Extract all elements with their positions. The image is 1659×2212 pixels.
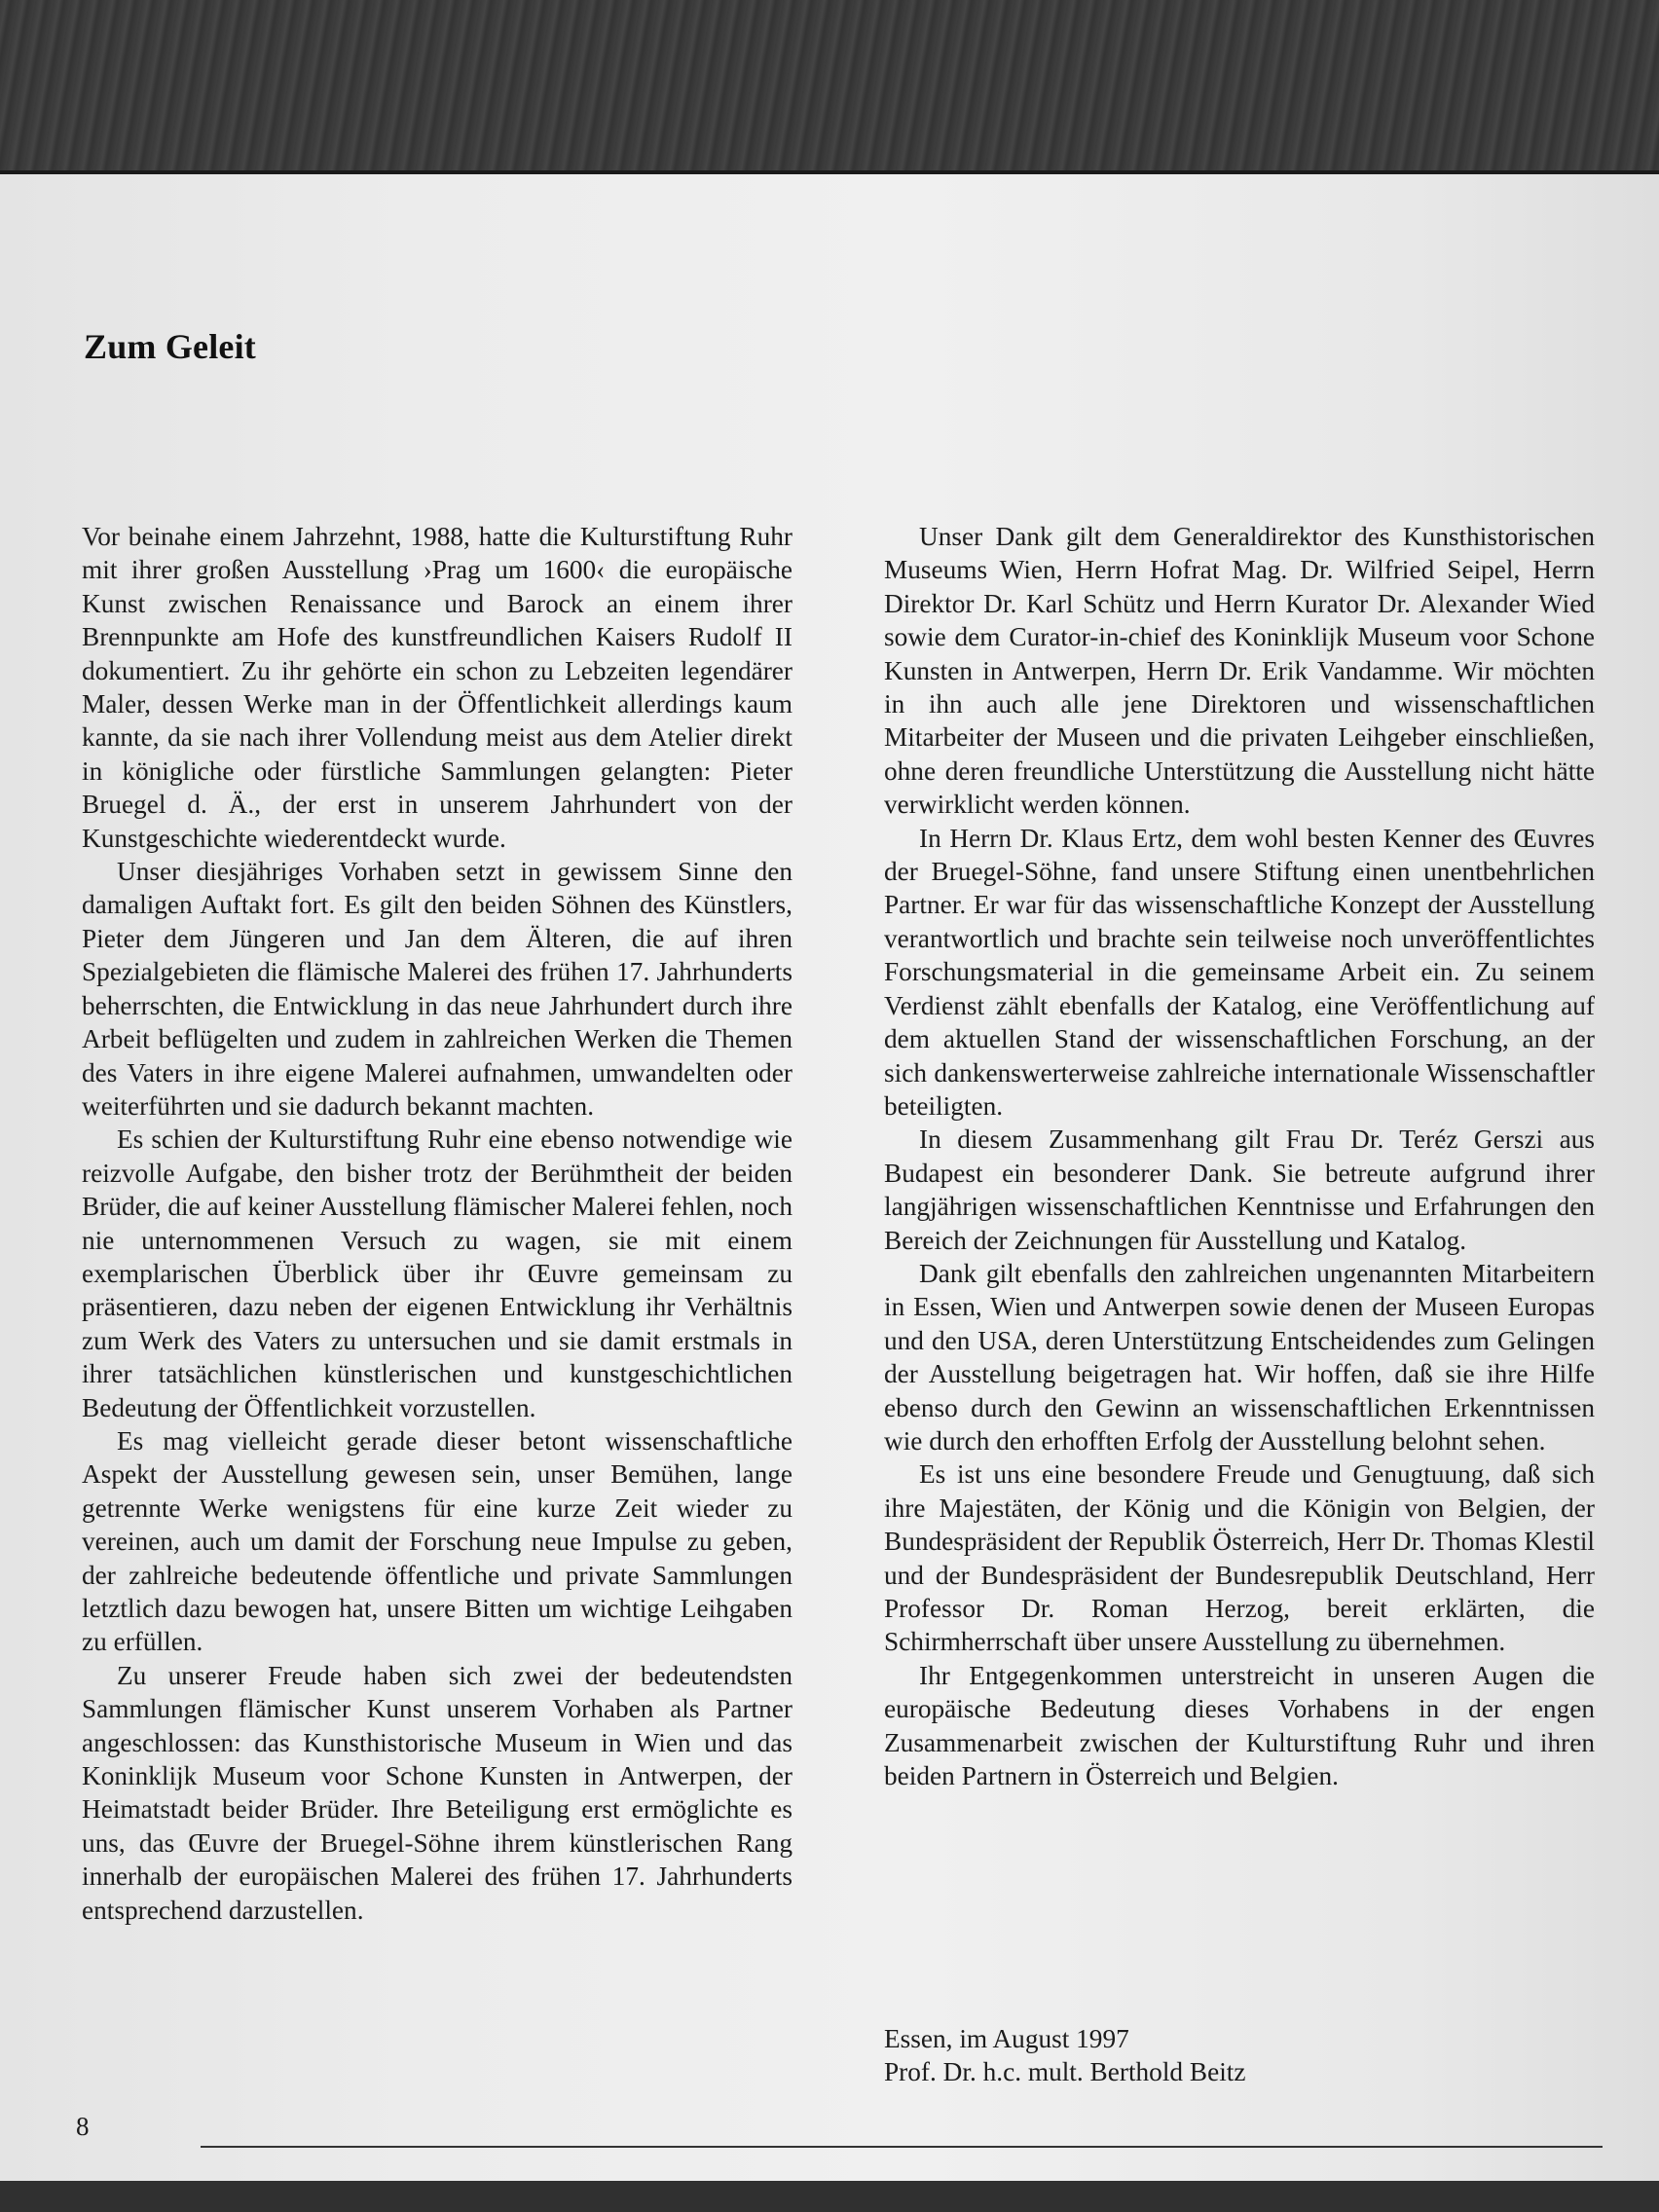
- page-title: Zum Geleit: [84, 327, 256, 366]
- signature: Prof. Dr. h.c. mult. Berthold Beitz: [884, 2057, 1246, 2087]
- place-date: Essen, im August 1997: [884, 2024, 1129, 2053]
- paragraph: Dank gilt ebenfalls den zahlreichen ungenannten Mitarbeitern in Essen, Wien und Antwerpen sowie denen der Museen Europas und den USA, deren Unterstützung Entscheidendes zum Gelingen der Ausstellung beigetragen hat. Wir hoffen, daß sie ihre Hilfe ebenso durch den Gewinn an wissenschaftlichen Erkenntnissen wie durch den erhofften Erfolg der Ausstellung belohnt sehen.: [884, 1258, 1595, 1456]
- paragraph: Ihr Entgegenkommen unterstreicht in unseren Augen die europäische Bedeutung dieses Vorhabens in der engen Zusammenarbeit zwischen der Kulturstiftung Ruhr und ihren beiden Partnern in Österreich und Belgien.: [884, 1660, 1595, 1791]
- desk-background: [0, 0, 1659, 185]
- closing-block: [884, 2022, 1595, 2089]
- left-column: [82, 520, 793, 1927]
- paragraph: Unser Dank gilt dem Generaldirektor des Kunsthistorischen Museums Wien, Herrn Hofrat Mag. Dr. Wilfried Seipel, Herrn Direktor Dr. Karl Schütz und Herrn Kurator Dr. Alexander Wied sowie dem Curator-in-chief des Koninklijk Museum voor Schone Kunsten in Antwerpen, Herrn Dr. Erik Vandamme. Wir möchten in ihn auch alle jene Direktoren und wissenschaftlichen Mitarbeiter der Museen und die privaten Leihgeber einschließen, ohne deren freundliche Unterstützung die Ausstellung nicht hätte verwirklicht werden können.: [884, 522, 1595, 820]
- paragraph: Zu unserer Freude haben sich zwei der bedeutendsten Sammlungen flämischer Kunst unserem Vorhaben als Partner angeschlossen: das Kunsthistorische Museum in Wien und das Koninklijk Museum voor Schone Kunsten in Antwerpen, der Heimatstadt beider Brüder. Ihre Beteiligung erst ermöglichte es uns, das Œuvre der Bruegel-Söhne ihrem künstlerischen Rang innerhalb der europäischen Malerei des frühen 17. Jahrhunderts entsprechend darzustellen.: [82, 1660, 793, 1925]
- paragraph: Es schien der Kulturstiftung Ruhr eine ebenso notwendige wie reizvolle Aufgabe, den bisher trotz der Berühmtheit der beiden Brüder, die auf keiner Ausstellung flämischer Malerei fehlen, noch nie unternommenen Versuch zu wagen, sie mit einem exemplarischen Überblick über ihr Œuvre gemeinsam zu präsentieren, dazu neben der eigenen Entwicklung ihr Verhältnis zum Werk des Vaters zu untersuchen und sie damit erstmals in ihrer tatsächlichen künstlerischen und kunstgeschichtlichen Bedeutung der Öffentlichkeit vorzustellen.: [82, 1124, 793, 1422]
- book-page: [0, 170, 1659, 2212]
- page-number: 8: [76, 2112, 90, 2141]
- paragraph: Vor beinahe einem Jahrzehnt, 1988, hatte die Kulturstiftung Ruhr mit ihrer großen Ausstellung ›Prag um 1600‹ die europäische Kunst zwischen Renaissance und Barock an einem ihrer Brennpunkte am Hofe des kunstfreundlichen Kaisers Rudolf II dokumentiert. Zu ihr gehörte ein schon zu Lebzeiten legendärer Maler, dessen Werke man in der Öffentlichkeit allerdings kaum kannte, da sie nach ihrer Vollendung meist aus dem Atelier direkt in königliche oder fürstliche Sammlungen gelangten: Pieter Bruegel d. Ä., der erst in unserem Jahrhundert von der Kunstgeschichte wiederentdeckt wurde.: [82, 522, 793, 853]
- paragraph: In Herrn Dr. Klaus Ertz, dem wohl besten Kenner des Œuvres der Bruegel-Söhne, fand unsere Stiftung einen unentbehrlichen Partner. Er war für das wissenschaftliche Konzept der Ausstellung verantwortlich und brachte sein teilweise noch unveröffentlichtes Forschungsmaterial in die gemeinsame Arbeit ein. Zu seinem Verdienst zählt ebenfalls der Katalog, eine Veröffentlichung auf dem aktuellen Stand der wissenschaftlichen Forschung, an der sich dankenswerterweise zahlreiche internationale Wissenschaftler beteiligten.: [884, 823, 1595, 1121]
- paragraph: Es mag vielleicht gerade dieser betont wissenschaftliche Aspekt der Ausstellung gewesen sein, unser Bemühen, lange getrennte Werke wenigstens für eine kurze Zeit wieder zu vereinen, auch um damit der Forschung neue Impulse zu geben, der zahlreiche bedeutende öffentliche und private Sammlungen letztlich dazu bewogen hat, unsere Bitten um wichtige Leihgaben zu erfüllen.: [82, 1425, 793, 1657]
- paragraph: In diesem Zusammenhang gilt Frau Dr. Teréz Gerszi aus Budapest ein besonderer Dank. Sie betreute aufgrund ihrer langjährigen wissenschaftlichen Kenntnisse und Erfahrungen den Bereich der Zeichnungen für Ausstellung und Katalog.: [884, 1124, 1595, 1255]
- right-column: [884, 520, 1595, 1792]
- footer-rule: [201, 2146, 1603, 2148]
- paragraph: Es ist uns eine besondere Freude und Genugtuung, daß sich ihre Majestäten, der König und die Königin von Belgien, der Bundespräsident der Republik Österreich, Herr Dr. Thomas Klestil und der Bundespräsident der Bundesrepublik Deutschland, Herr Professor Dr. Roman Herzog, bereit erklärten, die Schirmherrschaft über unsere Ausstellung zu übernehmen.: [884, 1459, 1595, 1657]
- paragraph: Unser diesjähriges Vorhaben setzt in gewissem Sinne den damaligen Auftakt fort. Es gilt den beiden Söhnen des Künstlers, Pieter dem Jüngeren und Jan dem Älteren, die auf ihren Spezialgebieten die flämische Malerei des frühen 17. Jahrhunderts beherrschten, die Entwicklung in das neue Jahrhundert durch ihre Arbeit beflügelten und zudem in zahlreichen Werken die Themen des Vaters in ihre eigene Malerei aufnahmen, umwandelten oder weiterführten und sie dadurch bekannt machten.: [82, 857, 793, 1121]
- bottom-edge: [0, 2181, 1659, 2212]
